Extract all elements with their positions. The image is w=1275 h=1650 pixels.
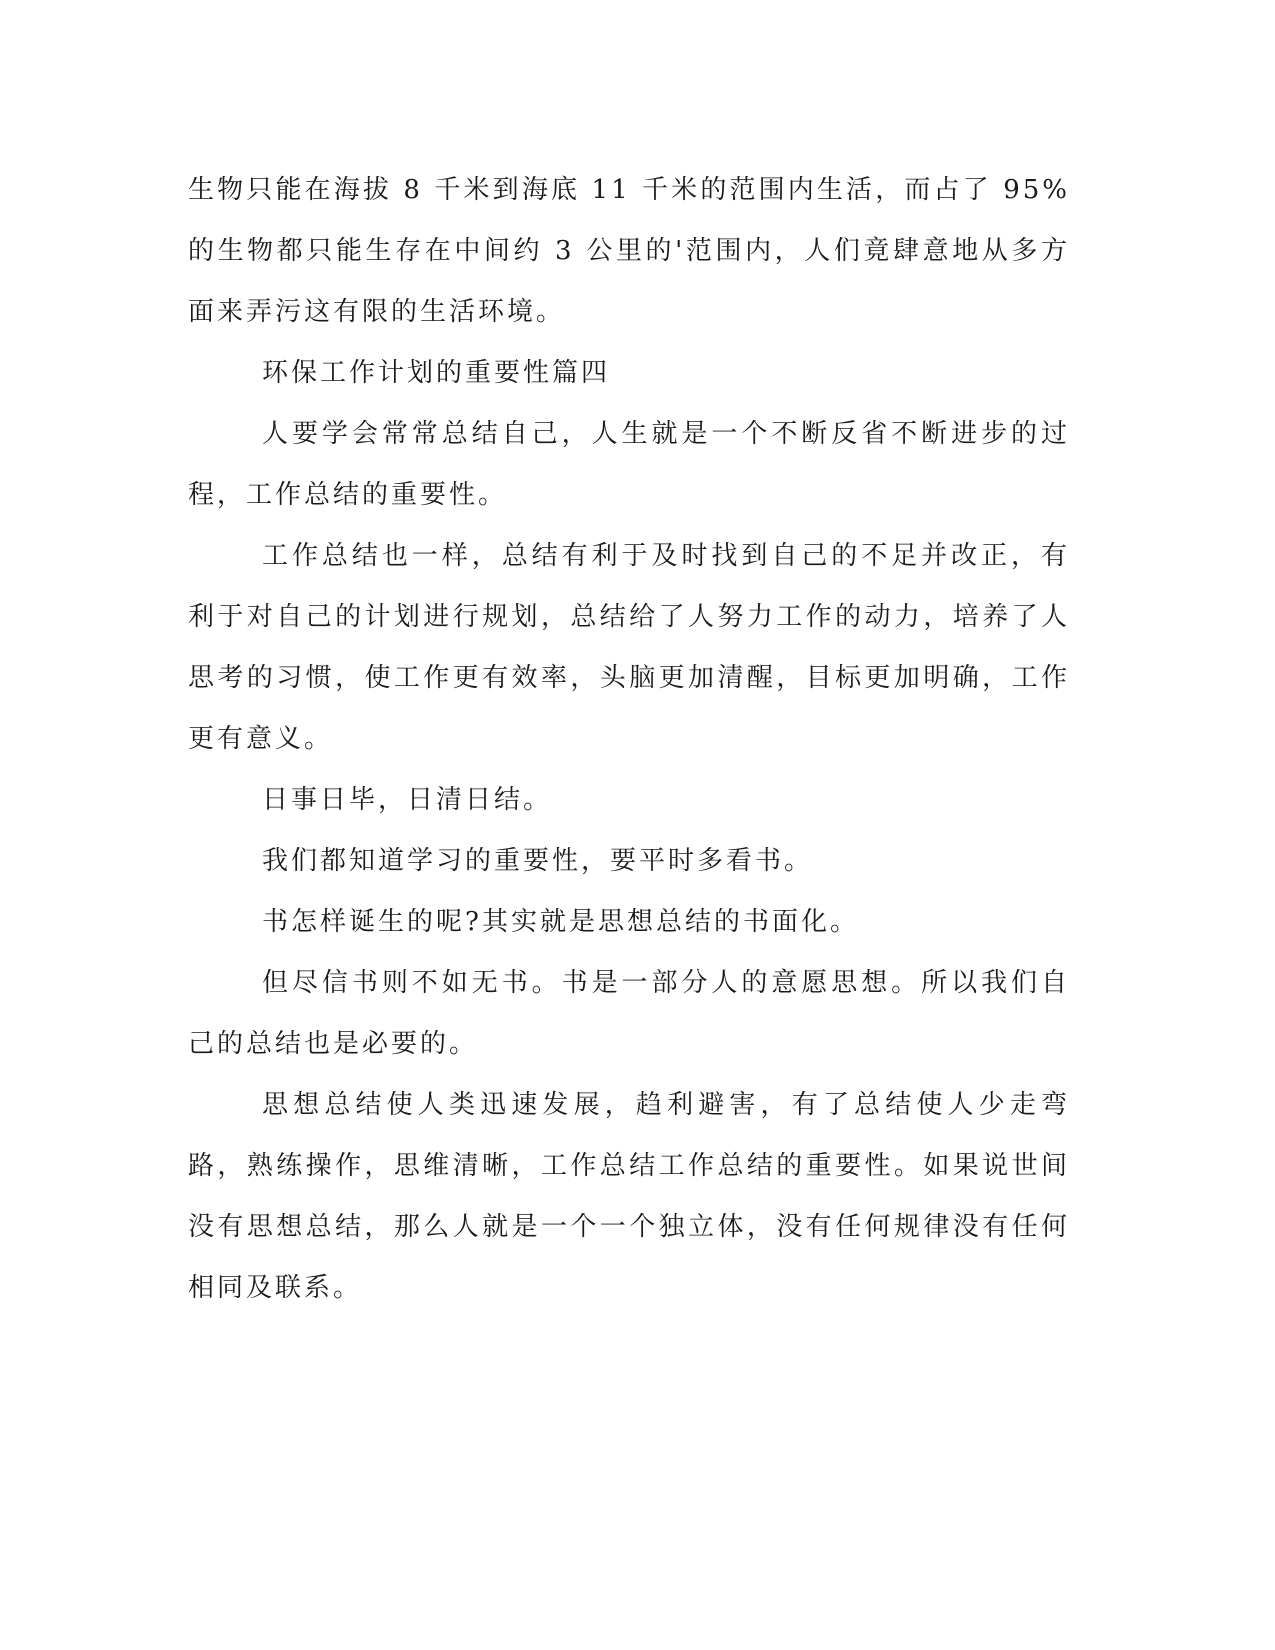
paragraph: 日事日毕，日清日结。 — [262, 785, 553, 815]
paragraph: 书怎样诞生的呢?其实就是思想总结的书面化。 — [262, 907, 859, 937]
paragraph: 但尽信书则不如无书。书是一部分人的意愿思想。所以我们自己的总结也是必要的。 — [188, 968, 1070, 1059]
paragraph: 工作总结也一样，总结有利于及时找到自己的不足并改正，有利于对自己的计划进行规划，总结给了人努力工作的动力，培养了人思考的习惯，使工作更有效率，头脑更加清醒，目标更加明确，工作更有意义。 — [188, 541, 1070, 754]
paragraph: 思想总结使人类迅速发展，趋利避害，有了总结使人少走弯路，熟练操作，思维清晰，工作总结工作总结的重要性。如果说世间没有思想总结，那么人就是一个一个独立体，没有任何规律没有任何相同及联系。 — [188, 1090, 1070, 1303]
section-heading: 环保工作计划的重要性篇四 — [262, 358, 611, 388]
paragraph-continuation: 生物只能在海拔 8 千米到海底 11 千米的范围内生活，而占了 95%的生物都只能生存在中间约 3 公里的'范围内，人们竟肆意地从多方面来弄污这有限的生活环境。 — [188, 175, 1070, 327]
paragraph: 我们都知道学习的重要性，要平时多看书。 — [262, 846, 814, 876]
document-body — [188, 160, 1070, 1319]
paragraph: 人要学会常常总结自己，人生就是一个不断反省不断进步的过程，工作总结的重要性。 — [188, 419, 1070, 510]
